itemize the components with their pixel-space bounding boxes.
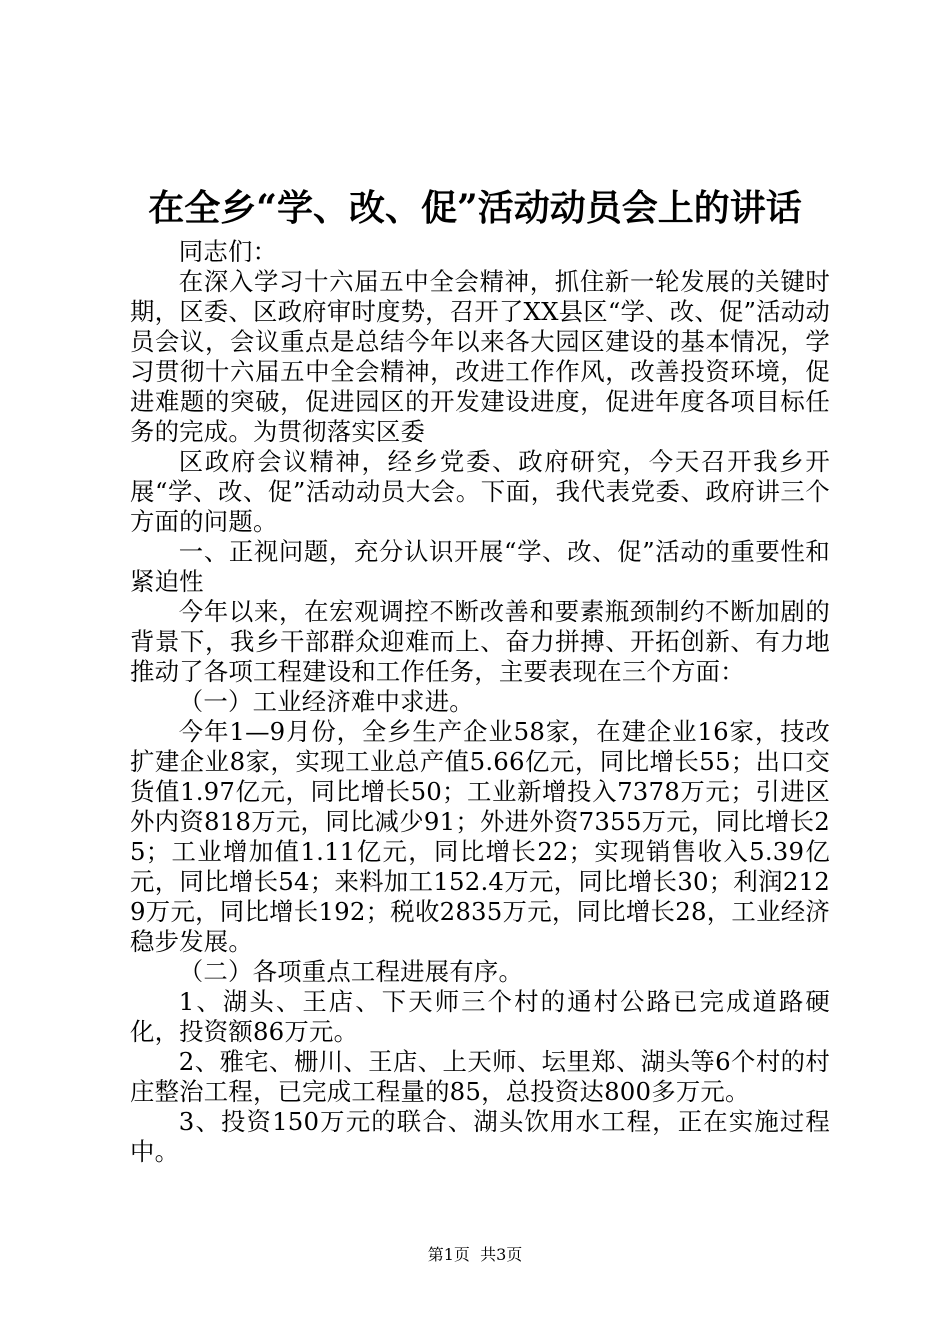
paragraph: 区政府会议精神，经乡党委、政府研究，今天召开我乡开展“学、改、促”活动动员大会。下面，我代表党委、政府讲三个方面的问题。 (130, 447, 830, 536)
salutation: 同志们： (178, 237, 278, 266)
document-body (130, 237, 830, 1167)
subsection-heading: （一）工业经济难中求进。 (178, 687, 474, 716)
section-heading: 一、正视问题，充分认识开展“学、改、促”活动的重要性和紧迫性 (130, 537, 830, 596)
list-item: 2、雅宅、栅川、王店、上天师、坛里郑、湖头等6个村的村庄整治工程，已完成工程量的85，总投资达800多万元。 (130, 1047, 830, 1106)
paragraph: 在深入学习十六届五中全会精神，抓住新一轮发展的关键时期，区委、区政府审时度势，召开了XX县区“学、改、促”活动动员会议，会议重点是总结今年以来各大园区建设的基本情况，学习贯彻十六届五中全会精神，改进工作作风，改善投资环境，促进难题的突破，促进园区的开发建设进度，促进年度各项目标任务的完成。为贯彻落实区委 (130, 267, 830, 446)
document-title: 在全乡“学、改、促”活动动员会上的讲话 (148, 187, 802, 229)
page-footer: 第1页 共3页 (427, 1245, 523, 1264)
subsection-heading: （二）各项重点工程进展有序。 (178, 957, 524, 986)
paragraph: 今年1—9月份，全乡生产企业58家，在建企业16家，技改扩建企业8家，实现工业总产值5.66亿元，同比增长55；出口交货值1.97亿元，同比增长50；工业新增投入7378万元；引进区外内资818万元，同比减少91；外进外资7355万元，同比增长25；工业增加值1.11亿元，同比增长22；实现销售收入5.39亿元，同比增长54；来料加工152.4万元，同比增长30；利润2129万元，同比增长192；税收2835万元，同比增长28，工业经济稳步发展。 (130, 717, 830, 956)
list-item: 1、湖头、王店、下天师三个村的通村公路已完成道路硬化，投资额86万元。 (130, 987, 830, 1046)
paragraph: 今年以来，在宏观调控不断改善和要素瓶颈制约不断加剧的背景下，我乡干部群众迎难而上、奋力拼搏、开拓创新、有力地推动了各项工程建设和工作任务，主要表现在三个方面： (130, 597, 830, 686)
list-item: 3、投资150万元的联合、湖头饮用水工程，正在实施过程中。 (130, 1107, 830, 1166)
